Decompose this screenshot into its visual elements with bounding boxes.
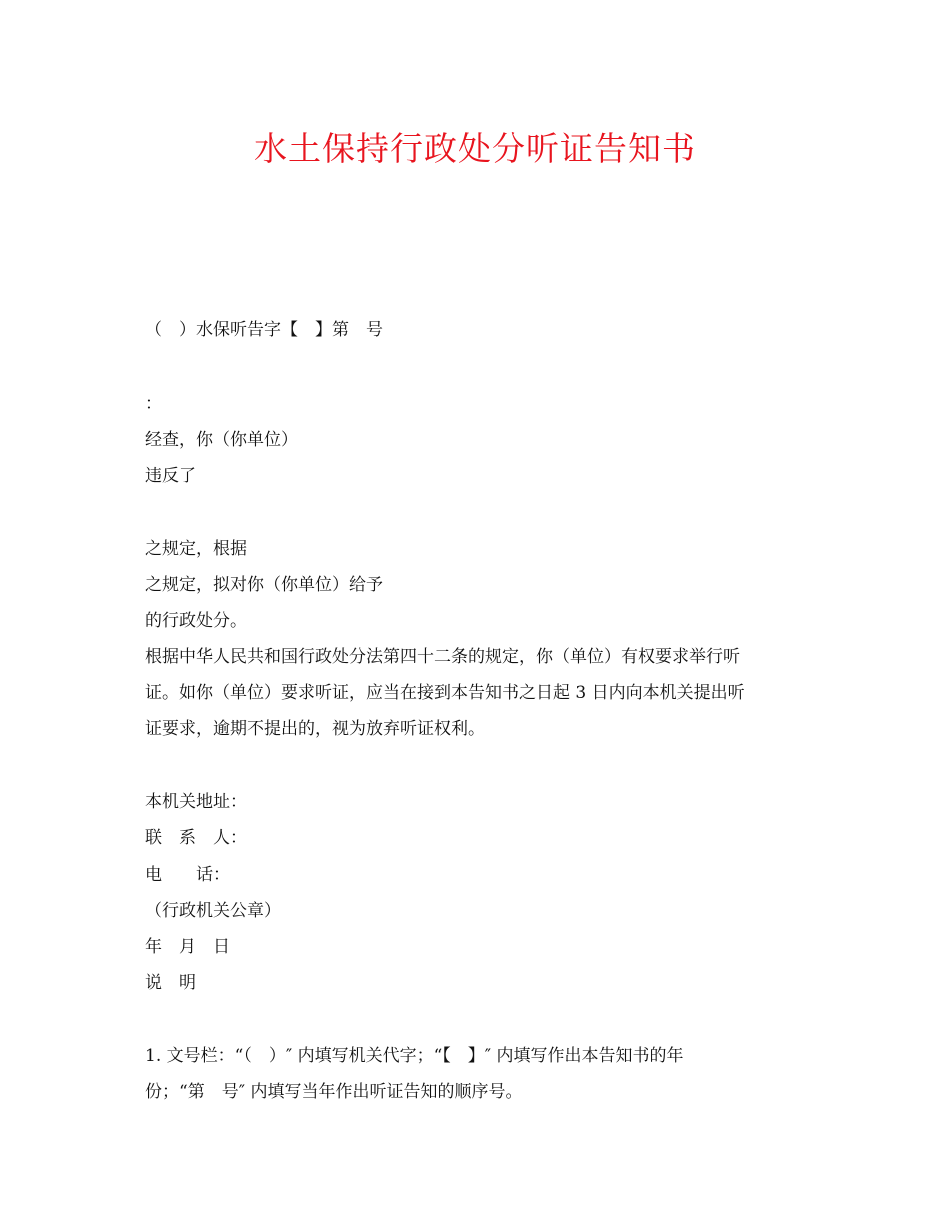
body-proposed-penalty: 之规定，拟对你（你单位）给予: [145, 575, 383, 595]
document-title: 水土保持行政处分听证告知书: [254, 129, 696, 168]
document-number: （ ）水保听告字【 】第 号: [145, 320, 383, 340]
body-basis: 之规定，根据: [145, 539, 247, 559]
hearing-rights-line-1: 根据中华人民共和国行政处分法第四十二条的规定，你（单位）有权要求举行听: [145, 647, 740, 667]
agency-seal: （行政机关公章）: [145, 901, 281, 921]
body-violation: 违反了: [145, 466, 196, 486]
issue-date: 年 月 日: [145, 937, 230, 957]
hearing-rights-line-2: 证。如你（单位）要求听证，应当在接到本告知书之日起 3 日内向本机关提出听: [145, 683, 745, 703]
body-penalty-type: 的行政处分。: [145, 611, 247, 631]
body-finding: 经查，你（你单位）: [145, 430, 298, 450]
contact-person: 联 系 人：: [145, 828, 247, 848]
note-item-1-line-1: 1. 文号栏：“（ ）″ 内填写机关代字；“【 】″ 内填写作出本告知书的年: [145, 1046, 684, 1066]
contact-phone: 电 话：: [145, 865, 230, 885]
agency-address: 本机关地址：: [145, 792, 247, 812]
note-item-1-line-2: 份；“第 号″ 内填写当年作出听证告知的顺序号。: [145, 1082, 523, 1102]
hearing-rights-line-3: 证要求，逾期不提出的，视为放弃听证权利。: [145, 719, 485, 739]
notes-heading: 说 明: [145, 973, 196, 993]
addressee-line: ：: [145, 394, 162, 414]
